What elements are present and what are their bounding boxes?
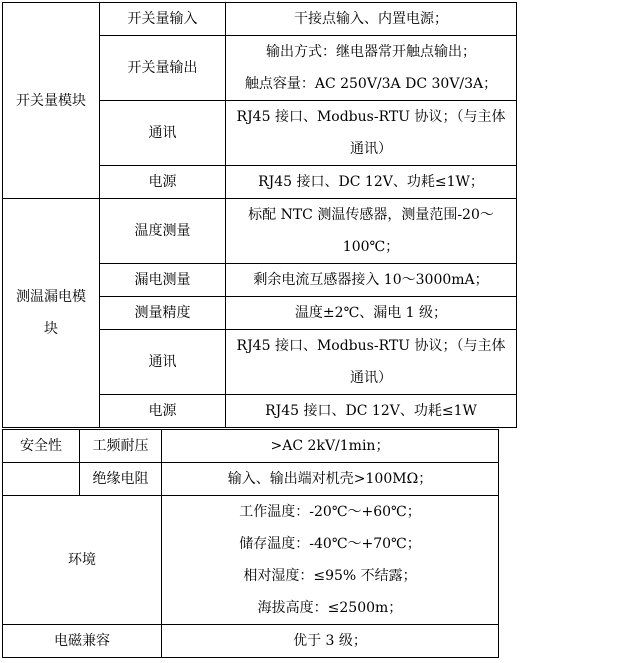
value-line: 储存温度：-40℃～+70℃； bbox=[239, 536, 421, 552]
row-value: 剩余电流互感器接入 10～3000mA； bbox=[226, 264, 517, 297]
section-name-line: 测温漏电模 bbox=[16, 289, 86, 305]
value-line: 输出方式：继电器常开触点输出； bbox=[266, 44, 476, 60]
emc-label: 电磁兼容 bbox=[3, 625, 162, 658]
row-value bbox=[226, 199, 517, 264]
row-label: 通讯 bbox=[100, 101, 226, 166]
spec-table-modules bbox=[2, 2, 517, 428]
row-value bbox=[226, 330, 517, 395]
emc-value: 优于 3 级； bbox=[162, 625, 499, 658]
row-label: 电源 bbox=[100, 395, 226, 428]
row-value: RJ45 接口、DC 12V、功耗≤1W bbox=[226, 395, 517, 428]
spec-table-general bbox=[2, 429, 499, 658]
environment-values bbox=[162, 496, 499, 625]
empty-cell bbox=[3, 463, 80, 496]
row-value: 输入、输出端对机壳>100MΩ； bbox=[162, 463, 499, 496]
row-label: 漏电测量 bbox=[100, 264, 226, 297]
value-line: 海拔高度：≤2500m； bbox=[257, 600, 403, 616]
value-line: 通讯） bbox=[350, 370, 392, 386]
row-value: RJ45 接口、DC 12V、功耗≤1W； bbox=[226, 166, 517, 199]
row-label: 开关量输入 bbox=[100, 3, 226, 36]
safety-label: 安全性 bbox=[3, 430, 80, 463]
row-label: 电源 bbox=[100, 166, 226, 199]
value-line: 相对湿度：≤95% 不结露； bbox=[243, 568, 417, 584]
value-line: 触点容量：AC 250V/3A DC 30V/3A； bbox=[244, 76, 498, 92]
environment-label: 环境 bbox=[3, 496, 162, 625]
row-value bbox=[226, 101, 517, 166]
value-line: 标配 NTC 测温传感器，测量范围-20～ bbox=[248, 207, 494, 223]
row-label: 测量精度 bbox=[100, 297, 226, 330]
row-value: >AC 2kV/1min； bbox=[162, 430, 499, 463]
value-line: 100℃； bbox=[342, 239, 400, 255]
value-line: RJ45 接口、Modbus-RTU 协议；（与主体 bbox=[236, 338, 506, 354]
value-line: 工作温度：-20℃～+60℃； bbox=[239, 504, 421, 520]
section-name-temp-leak-module bbox=[3, 199, 100, 428]
section-name-line: 块 bbox=[44, 321, 58, 337]
row-label: 开关量输出 bbox=[100, 36, 226, 101]
value-line: 通讯） bbox=[350, 141, 392, 157]
row-value bbox=[226, 36, 517, 101]
row-value: 干接点输入、内置电源； bbox=[226, 3, 517, 36]
section-name-switch-module: 开关量模块 bbox=[3, 3, 100, 199]
row-label: 温度测量 bbox=[100, 199, 226, 264]
row-label: 工频耐压 bbox=[80, 430, 162, 463]
row-value: 温度±2℃、漏电 1 级； bbox=[226, 297, 517, 330]
value-line: RJ45 接口、Modbus-RTU 协议；（与主体 bbox=[236, 109, 506, 125]
row-label: 通讯 bbox=[100, 330, 226, 395]
row-label: 绝缘电阻 bbox=[80, 463, 162, 496]
